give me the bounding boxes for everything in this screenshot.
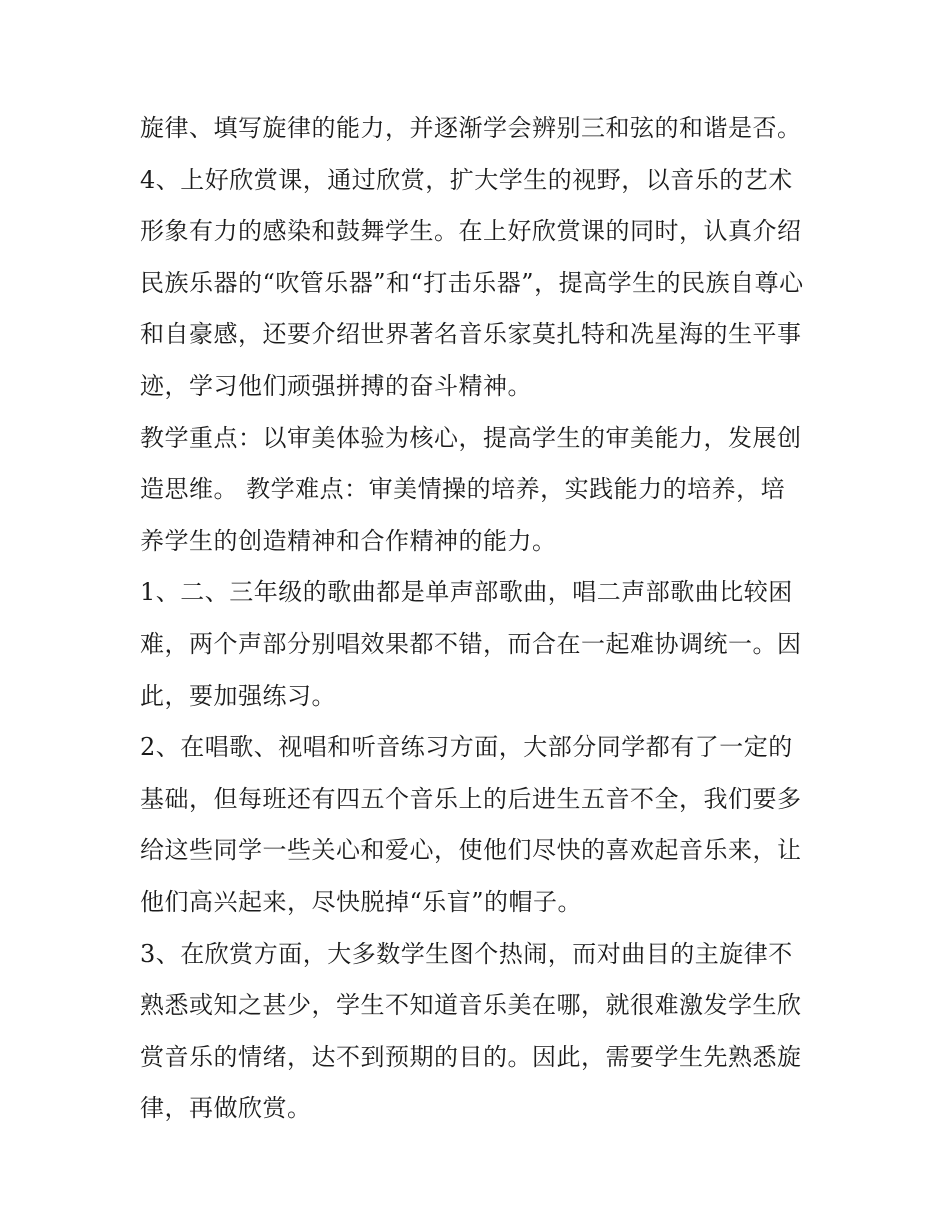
text-line: 养学生的创造精神和合作精神的能力。 — [140, 526, 557, 555]
text-line: 基础，但每班还有四五个音乐上的后进生五音不全，我们要多 — [140, 784, 802, 813]
text-line: 造思维。 教学难点：审美情操的培养，实践能力的培养，培 — [140, 475, 786, 504]
text-line: 他们高兴起来，尽快脱掉“乐盲”的帽子。 — [140, 887, 583, 916]
document-body — [140, 103, 820, 1135]
text-line: 迹，学习他们顽强拼搏的奋斗精神。 — [140, 371, 532, 400]
text-line: 2、在唱歌、视唱和听音练习方面，大部分同学都有了一定的 — [140, 733, 793, 762]
text-line: 旋律、填写旋律的能力，并逐渐学会辨别三和弦的和谐是否。 — [140, 114, 802, 142]
text-line: 形象有力的感染和鼓舞学生。在上好欣赏课的同时，认真介绍 — [140, 217, 802, 246]
text-line: 赏音乐的情绪，达不到预期的目的。因此，需要学生先熟悉旋 — [140, 1042, 802, 1071]
text-line: 此，要加强练习。 — [140, 681, 336, 710]
text-line: 熟悉或知之甚少，学生不知道音乐美在哪，就很难激发学生欣 — [140, 991, 802, 1020]
text-line: 难，两个声部分别唱效果都不错，而合在一起难协调统一。因 — [140, 629, 802, 658]
text-line: 4、上好欣赏课，通过欣赏，扩大学生的视野，以音乐的艺术 — [140, 165, 793, 194]
text-line: 民族乐器的“吹管乐器”和“打击乐器”，提高学生的民族自尊心 — [140, 268, 804, 297]
text-line: 给这些同学一些关心和爱心，使他们尽快的喜欢起音乐来，让 — [140, 836, 802, 865]
text-line: 教学重点：以审美体验为核心，提高学生的审美能力，发展创 — [140, 423, 802, 452]
text-line: 和自豪感，还要介绍世界著名音乐家莫扎特和冼星海的生平事 — [140, 320, 802, 349]
text-line: 3、在欣赏方面，大多数学生图个热闹，而对曲目的主旋律不 — [140, 939, 793, 968]
text-line: 律，再做欣赏。 — [140, 1094, 312, 1123]
text-line: 1、二、三年级的歌曲都是单声部歌曲，唱二声部歌曲比较困 — [140, 578, 793, 607]
